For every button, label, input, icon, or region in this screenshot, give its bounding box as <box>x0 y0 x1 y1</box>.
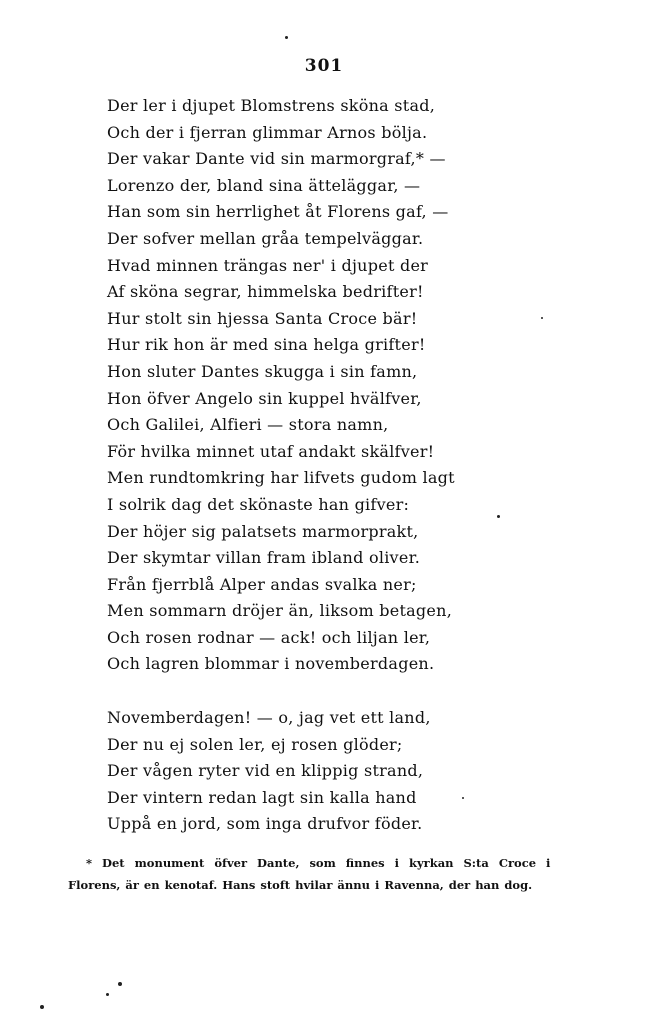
ink-speck <box>462 797 464 799</box>
verse-line: I solrik dag det skönaste han gifver: <box>107 494 410 514</box>
ink-speck <box>118 982 122 986</box>
verse-line: Hvad minnen trängas ner' i djupet der <box>107 255 429 275</box>
verse-line: Men rundtomkring har lifvets gudom lagt <box>107 468 455 488</box>
ink-speck <box>40 1005 44 1009</box>
verse-line: Och lagren blommar i novemberdagen. <box>107 654 435 674</box>
verse-line: Men sommarn dröjer än, liksom betagen, <box>107 601 453 621</box>
footnote-line: * Det monument öfver Dante, som finnes i kyrkan S:ta Croce i <box>86 856 551 870</box>
verse-line: Der höjer sig palatsets marmorprakt, <box>107 521 419 541</box>
verse-line: Der nu ej solen ler, ej rosen glöder; <box>107 734 403 754</box>
verse-line: Af sköna segrar, himmelska bedrifter! <box>107 282 424 302</box>
verse-line: Från fjerrblå Alper andas svalka ner; <box>107 574 417 594</box>
page-number: 301 <box>304 56 344 76</box>
verse-line: Lorenzo der, bland sina ätteläggar, — <box>107 175 421 195</box>
verse-line: Och Galilei, Alfieri — stora namn, <box>107 415 389 435</box>
verse-line: Han som sin herrlighet åt Florens gaf, — <box>107 202 449 222</box>
verse-line: Der vågen ryter vid en klippig strand, <box>107 761 424 781</box>
verse-line: Der vakar Dante vid sin marmorgraf,* — <box>107 149 446 169</box>
verse-line: Hon öfver Angelo sin kuppel hvälfver, <box>107 388 422 408</box>
verse-line: För hvilka minnet utaf andakt skälfver! <box>107 441 435 461</box>
verse-line: Och rosen rodnar — ack! och liljan ler, <box>107 627 431 647</box>
ink-speck <box>541 317 543 319</box>
poem-stanza-1 <box>107 93 455 678</box>
verse-line: Hur stolt sin hjessa Santa Croce bär! <box>107 308 418 328</box>
verse-line: Hon sluter Dantes skugga i sin famn, <box>107 361 418 381</box>
ink-speck <box>106 993 109 996</box>
ink-speck <box>497 515 500 518</box>
ink-speck <box>285 36 288 39</box>
verse-line: Hur rik hon är med sina helga grifter! <box>107 335 426 355</box>
verse-line: Der skymtar villan fram ibland oliver. <box>107 548 421 568</box>
poem-stanza-2 <box>107 705 431 838</box>
verse-line: Och der i fjerran glimmar Arnos bölja. <box>107 122 428 142</box>
footnote-line: Florens, är en kenotaf. Hans stoft hvilar ännu i Ravenna, der han dog. <box>68 878 533 892</box>
footnote <box>68 852 558 896</box>
verse-line: Der ler i djupet Blomstrens sköna stad, <box>107 96 436 115</box>
verse-line: Novemberdagen! — o, jag vet ett land, <box>107 708 431 727</box>
verse-line: Der sofver mellan gråa tempelväggar. <box>107 228 424 248</box>
verse-line: Der vintern redan lagt sin kalla hand <box>107 787 417 807</box>
verse-line: Uppå en jord, som inga drufvor föder. <box>107 814 423 834</box>
